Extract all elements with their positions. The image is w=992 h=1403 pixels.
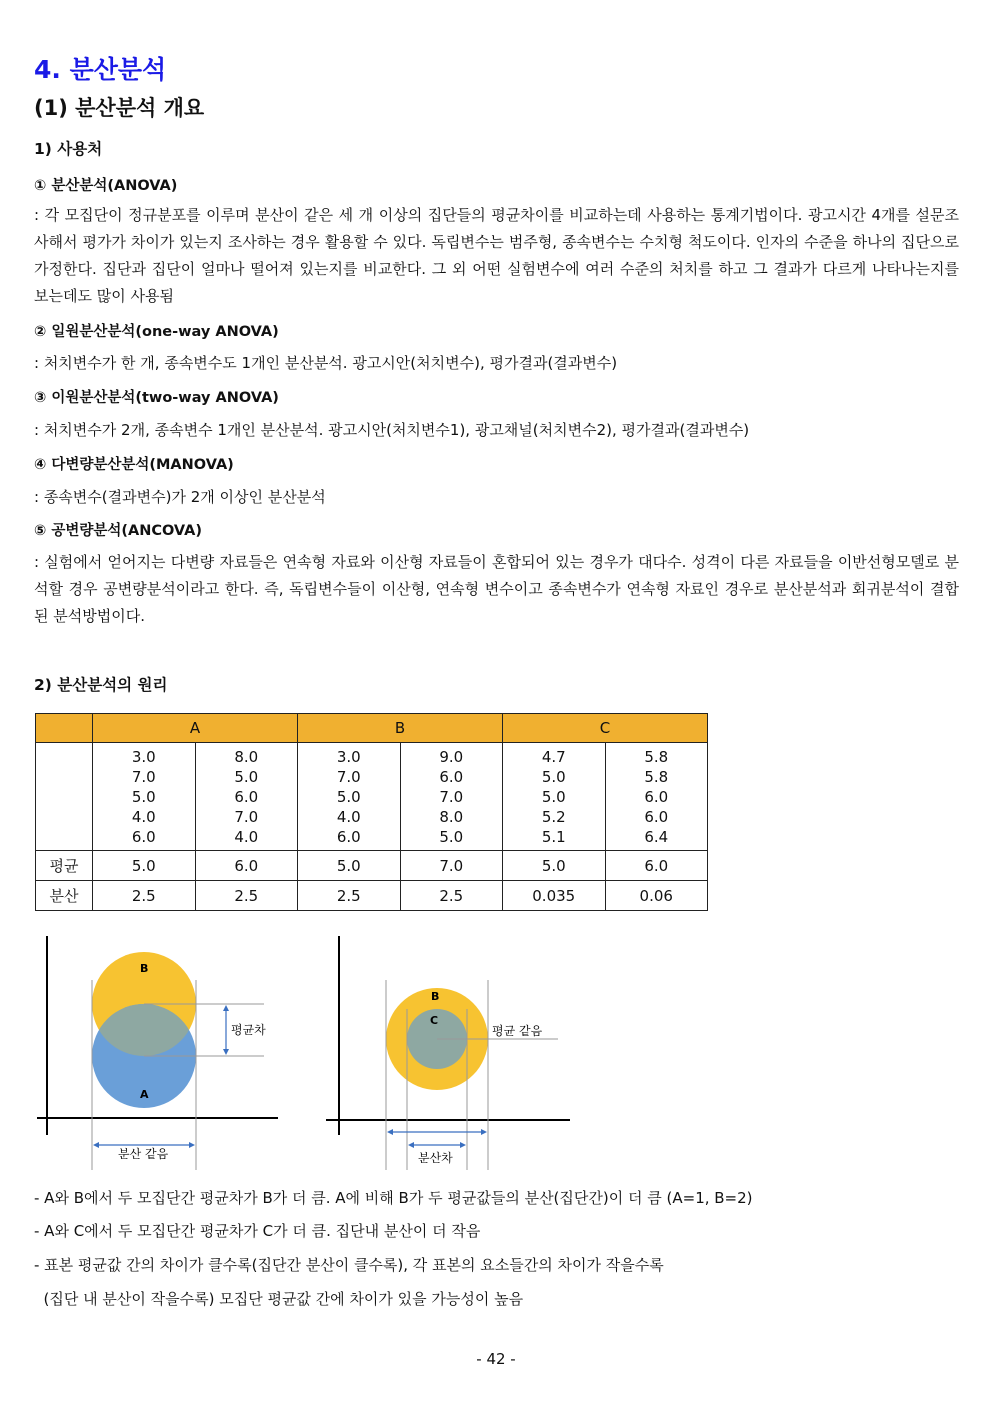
variance-cell: 0.06 — [605, 881, 708, 911]
item-oneway-desc: : 처치변수가 한 개, 종속변수도 1개인 분산분석. 광고시안(처치변수), 평가결과(결과변수) — [34, 354, 618, 372]
mean-difference-diagram — [30, 930, 280, 1180]
equal-mean-label: 평균 같음 — [492, 1024, 543, 1038]
label-b: B — [140, 962, 149, 975]
mean-cell: 5.0 — [298, 851, 401, 881]
note-3: - 표본 평균값 간의 차이가 클수록(집단간 분산이 클수록), 각 표본의 요소들간의 차이가 작을수록 — [34, 1256, 664, 1274]
group-b-header: B — [298, 714, 503, 743]
item-manova-desc: : 종속변수(결과변수)가 2개 이상인 분산분석 — [34, 488, 326, 506]
table-values-c2: 5.8 5.8 6.0 6.0 6.4 — [605, 743, 708, 851]
page-number: - 42 - — [476, 1350, 516, 1368]
mean-cell: 7.0 — [400, 851, 503, 881]
section-title: 4. 분산분석 — [34, 55, 167, 84]
item-twoway-title: ③ 이원분산분석(two-way ANOVA) — [34, 390, 279, 406]
note-1: - A와 B에서 두 모집단간 평균차가 B가 더 큼. A에 비해 B가 두 평균값들의 분산(집단간)이 더 큼 (A=1, B=2) — [34, 1189, 753, 1207]
variance-diff-label: 분산차 — [418, 1151, 453, 1165]
mean-cell: 5.0 — [93, 851, 196, 881]
variance-cell: 2.5 — [298, 881, 401, 911]
variance-cell: 2.5 — [400, 881, 503, 911]
equal-variance-label: 분산 같음 — [118, 1147, 169, 1161]
item-ancova-desc: : 실험에서 얻어지는 다변량 자료들은 연속형 자료와 이산형 자료들이 혼합되어 있는 경우가 대다수. 성격이 다른 자료들을 이반선형모델로 분석할 경우 공변량분석이라고 한다. 즉, 독립변수들이 이산형, 연속형 변수이고 종속변수가 연속형 자료인 경우로 분산분석과 회귀분석이 결합된 분석방법이다. — [34, 553, 959, 625]
mean-cell: 6.0 — [605, 851, 708, 881]
mean-row-label: 평균 — [36, 851, 93, 881]
item-ancova-title: ⑤ 공변량분석(ANCOVA) — [34, 523, 203, 539]
label-b: B — [431, 990, 440, 1003]
anova-data-table — [35, 713, 708, 911]
note-2: - A와 C에서 두 모집단간 평균차가 C가 더 큼. 집단내 분산이 더 작음 — [34, 1222, 481, 1240]
usage-heading: 1) 사용처 — [34, 140, 103, 158]
variance-difference-diagram — [320, 930, 580, 1180]
variance-cell: 0.035 — [503, 881, 606, 911]
label-c: C — [430, 1014, 439, 1027]
variance-cell: 2.5 — [93, 881, 196, 911]
note-4: (집단 내 분산이 작을수록) 모집단 평균값 간에 차이가 있을 가능성이 높음 — [34, 1290, 524, 1308]
mean-cell: 6.0 — [195, 851, 298, 881]
principle-heading: 2) 분산분석의 원리 — [34, 676, 168, 694]
item-anova-desc: : 각 모집단이 정규분포를 이루며 분산이 같은 세 개 이상의 집단들의 평균차이를 비교하는데 사용하는 통계기법이다. 광고시간 4개를 설문조사해서 평가가 차이가 있는지 조사하는 경우 활용할 수 있다. 독립변수는 범주형, 종속변수는 수치형 척도이다. 인자의 수준을 하나의 집단으로 가정한다. 집단과 집단이 얼마나 떨어져 있는지를 비교한다. 그 외 어떤 실험변수에 여러 수준의 처치를 하고 그 결과가 다르게 나타나는지를 보는데도 많이 사용됨 — [34, 206, 960, 305]
item-manova-title: ④ 다변량분산분석(MANOVA) — [34, 457, 234, 473]
table-corner-cell — [36, 714, 93, 743]
label-a: A — [140, 1088, 149, 1101]
variance-cell: 2.5 — [195, 881, 298, 911]
item-anova-title: ① 분산분석(ANOVA) — [34, 178, 178, 194]
table-values-c1: 4.7 5.0 5.0 5.2 5.1 — [503, 743, 606, 851]
table-values-b1: 3.0 7.0 5.0 4.0 6.0 — [298, 743, 401, 851]
table-values-a1: 3.0 7.0 5.0 4.0 6.0 — [93, 743, 196, 851]
item-twoway-desc: : 처치변수가 2개, 종속변수 1개인 분산분석. 광고시안(처치변수1), 광고채널(처치변수2), 평가결과(결과변수) — [34, 421, 750, 439]
mean-diff-label: 평균차 — [231, 1023, 266, 1037]
group-a-header: A — [93, 714, 298, 743]
table-values-a2: 8.0 5.0 6.0 7.0 4.0 — [195, 743, 298, 851]
item-oneway-title: ② 일원분산분석(one-way ANOVA) — [34, 324, 279, 340]
mean-cell: 5.0 — [503, 851, 606, 881]
table-values-b2: 9.0 6.0 7.0 8.0 5.0 — [400, 743, 503, 851]
table-row-label-empty — [36, 743, 93, 851]
variance-row-label: 분산 — [36, 881, 93, 911]
subsection-title: (1) 분산분석 개요 — [34, 96, 205, 120]
group-c-header: C — [503, 714, 708, 743]
